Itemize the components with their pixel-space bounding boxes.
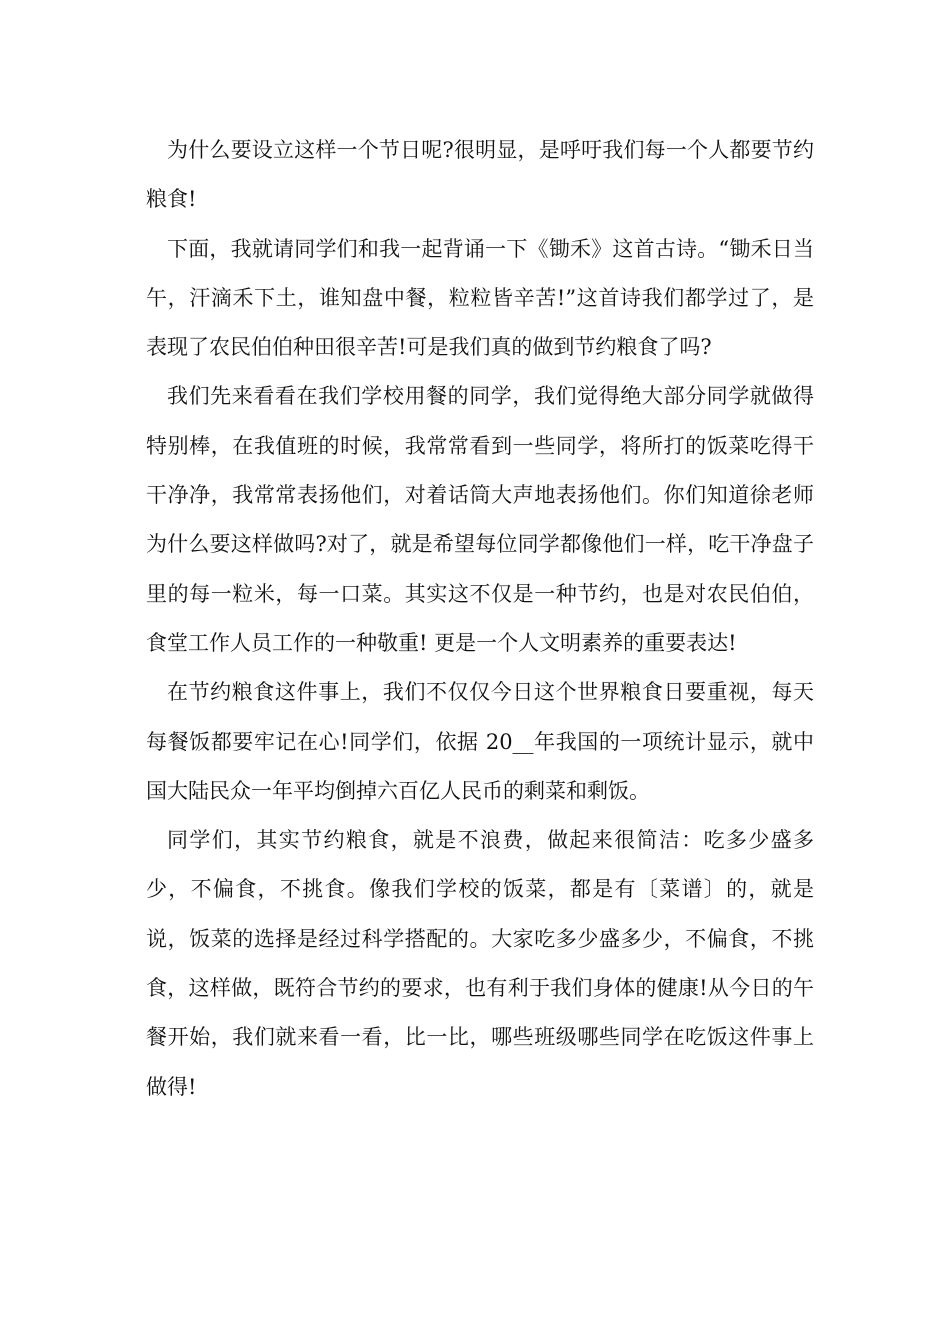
paragraph-5: 同学们，其实节约粮食，就是不浪费，做起来很简洁：吃多少盛多少，不偏食，不挑食。像我们学校的饭菜，都是有〔菜谱〕的，就是说，饭菜的选择是经过科学搭配的。大家吃多少盛多少，不偏食，不挑食，这样做，既符合节约的要求，也有利于我们身体的健康!从今日的午餐开始，我们就来看一看，比一比，哪些班级哪些同学在吃饭这件事上做得! — [146, 828, 814, 1099]
document-body — [146, 126, 814, 1112]
paragraph-4: 在节约粮食这件事上，我们不仅仅今日这个世界粮食日要重视，每天每餐饭都要牢记在心!同学们，依据 20__年我国的一项统计显示，就中国大陆民众一年平均倒掉六百亿人民币的剩菜和剩饭。 — [146, 680, 814, 803]
paragraph-2: 下面，我就请同学们和我一起背诵一下《锄禾》这首古诗。“锄禾日当午，汗滴禾下土，谁知盘中餐，粒粒皆辛苦!”这首诗我们都学过了，是表现了农民伯伯种田很辛苦!可是我们真的做到节约粮食了吗? — [146, 236, 814, 360]
paragraph-1: 为什么要设立这样一个节日呢?很明显，是呼吁我们每一个人都要节约粮食! — [146, 138, 814, 212]
paragraph-3: 我们先来看看在我们学校用餐的同学，我们觉得绝大部分同学就做得特别棒，在我值班的时候，我常常看到一些同学，将所打的饭菜吃得干干净净，我常常表扬他们，对着话筒大声地表扬他们。你们知道徐老师为什么要这样做吗?对了，就是希望每位同学都像他们一样，吃干净盘子里的每一粒米，每一口菜。其实这不仅是一种节约，也是对农民伯伯，食堂工作人员工作的一种敬重! 更是一个人文明素养的重要表达! — [146, 384, 814, 655]
